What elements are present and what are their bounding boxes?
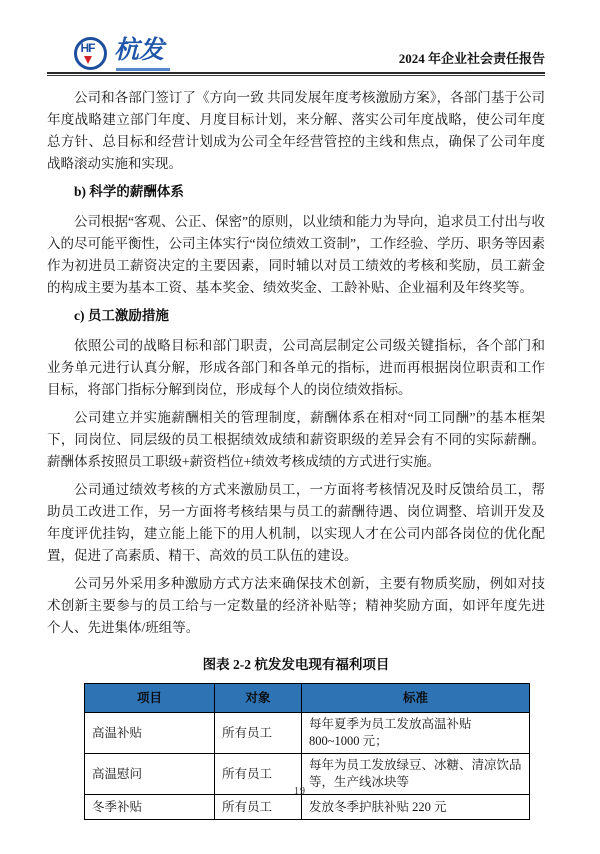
logo-brand-text: 杭发 [114, 37, 165, 64]
cell-target: 所有员工 [215, 713, 302, 754]
paragraph-salary-principle: 公司根据“客观、公正、保密”的原则，以业绩和能力为导向，追求员工付出与收入的尽可能平衡性，公司主体实行“岗位绩效工资制”，工作经验、学历、职务等因素作为初进员工薪资决定的主要因素，同时辅以对员工绩效的考核和奖励，员工薪金的构成主要为基本工资、基本奖金、绩效奖金、工龄补贴、企业福利及年终奖等。 [47, 214, 545, 295]
cell-standard: 每年夏季为员工发放高温补贴 800~1000 元； [302, 713, 530, 754]
section-heading-b-compensation: b) 科学的薪酬体系 [74, 184, 184, 199]
cell-target: 所有员工 [215, 795, 302, 820]
paragraph-innovation-incentives: 公司另外采用多种激励方式方法来确保技术创新，主要有物质奖励，例如对技术创新主要参与的员工给与一定数量的经济补贴等；精神奖励方面，如评年度先进个人、先进集体/班组等。 [47, 576, 545, 635]
paragraph-performance-review: 公司通过绩效考核的方式来激励员工，一方面将考核情况及时反馈给员工，帮助员工改进工作，另一方面将考核结果与员工的薪酬待遇、岗位调整、培训开发及年度评优挂钩，建立能上能下的用人机制，以实现人才在公司内部各岗位的优化配置，促进了高素质、精干、高效的员工队伍的建设。 [47, 482, 545, 563]
column-header-standard: 标准 [302, 684, 530, 713]
cell-target: 所有员工 [215, 754, 302, 795]
column-header-target: 对象 [215, 684, 302, 713]
cell-item: 高温补贴 [85, 713, 215, 754]
page-content [47, 80, 545, 820]
page-header [47, 0, 545, 80]
page-number: 19 [294, 786, 306, 797]
cell-item: 高温慰问 [85, 754, 215, 795]
paragraph-salary-system: 公司建立并实施薪酬相关的管理制度，薪酬体系在相对“同工同酬”的基本框架下，同岗位、同层级的员工根据绩效成绩和薪资职级的差异会有不同的实际薪酬。薪酬体系按照员工职级+薪资档位+绩效考核成绩的方式进行实施。 [47, 410, 545, 469]
section-heading-c-incentives: c) 员工激励措施 [74, 308, 169, 323]
column-header-item: 项目 [85, 684, 215, 713]
table-caption: 图表 2-2 杭发发电现有福利项目 [202, 657, 390, 672]
table-row [85, 795, 530, 820]
paragraph-annual-plan: 公司和各部门签订了《方向一致 共同发展年度考核激励方案》，各部门基于公司年度战略建立部门年度、月度目标计划，来分解、落实公司年度战略，使公司年度总方针、总目标和经营计划成为公司全年经营管控的主线和焦点，确保了公司年度战略滚动实施和实现。 [47, 90, 545, 171]
company-logo [74, 37, 204, 75]
cell-item: 冬季补贴 [85, 795, 215, 820]
logo-tagline-bar [116, 68, 170, 71]
report-page [47, 0, 545, 820]
cell-standard: 发放冬季护肤补贴 220 元 [302, 795, 530, 820]
report-title: 2024 年企业社会责任报告 [398, 51, 545, 66]
table-row [85, 713, 530, 754]
table-header-row [85, 684, 530, 713]
logo-monogram: HF [80, 41, 95, 55]
logo-red-triangle-icon [84, 56, 92, 64]
cell-standard: 每年为员工发放绿豆、冰糖、清凉饮品等，生产线冰块等 [302, 754, 530, 795]
paragraph-kpi-decomposition: 依照公司的战略目标和部门职责，公司高层制定公司级关键指标，各个部门和业务单元进行认真分解，形成各部门和各单元的指标，进而再根据岗位职责和工作目标，将部门指标分解到岗位，形成每个人的岗位绩效指标。 [47, 338, 545, 397]
header-rule [47, 72, 545, 76]
benefits-table [84, 683, 530, 820]
